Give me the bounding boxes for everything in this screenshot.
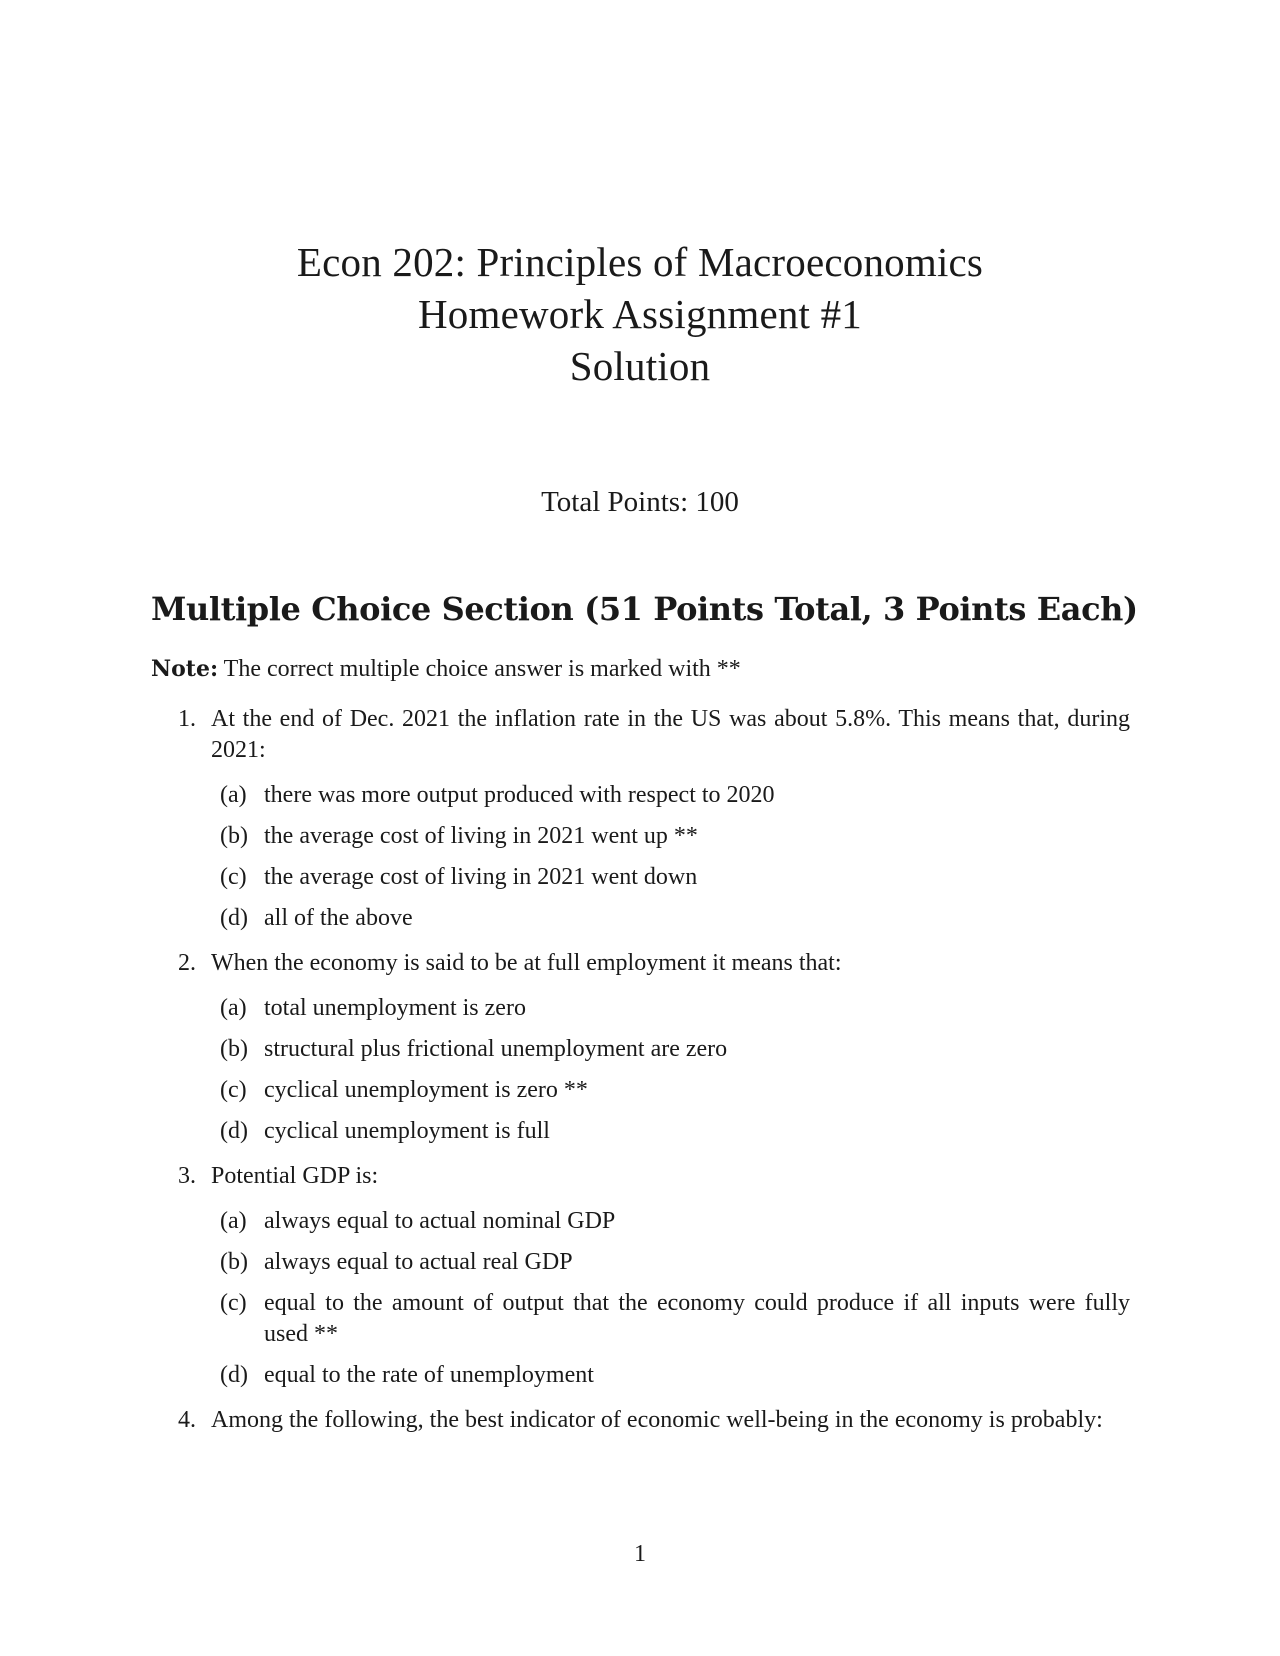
option-label: (d): [220, 1362, 248, 1388]
option: [220, 1116, 1130, 1147]
option-text: total unemployment is zero: [264, 995, 526, 1021]
option-text: structural plus frictional unemployment are zero: [264, 1036, 728, 1062]
option-text: there was more output produced with respect to 2020: [264, 782, 775, 808]
option-list: [220, 780, 1130, 934]
question: [178, 948, 1130, 1147]
question: [178, 704, 1130, 934]
option-label: (d): [220, 1118, 248, 1144]
question-number: 2.: [178, 950, 196, 976]
question-text: Among the following, the best indicator of economic well-being in the economy is probably:: [211, 1407, 1103, 1433]
option-label: (c): [220, 1290, 247, 1316]
note-label: Note:: [151, 656, 219, 682]
title-line-solution: Solution: [569, 343, 711, 389]
option: [220, 1075, 1130, 1106]
title-line-course: Econ 202: Principles of Macroeconomics: [296, 239, 984, 285]
option-list: [220, 993, 1130, 1147]
option-label: (c): [220, 1077, 247, 1103]
option-text: always equal to actual real GDP: [264, 1249, 573, 1275]
question: [178, 1405, 1130, 1436]
option-text: always equal to actual nominal GDP: [264, 1208, 616, 1234]
section-heading: Multiple Choice Section (51 Points Total, 3 Points Each): [151, 590, 1138, 628]
option: [220, 862, 1130, 893]
option: [220, 1247, 1130, 1278]
option: [220, 903, 1130, 934]
option: [220, 1360, 1130, 1391]
title-line-assignment: Homework Assignment #1: [418, 291, 862, 337]
option-text: the average cost of living in 2021 went up **: [264, 823, 698, 849]
question-number: 1.: [178, 706, 196, 732]
option-list: [220, 1206, 1130, 1391]
option-label: (a): [220, 1208, 247, 1234]
question-text: At the end of Dec. 2021 the inflation rate in the US was about 5.8%. This means that, during 2021:: [211, 706, 1130, 763]
note-text: The correct multiple choice answer is marked with **: [223, 656, 741, 682]
option-text: equal to the amount of output that the economy could produce if all inputs were fully used **: [264, 1290, 1130, 1347]
option-text: cyclical unemployment is zero **: [264, 1077, 588, 1103]
page-number: 1: [634, 1541, 646, 1567]
document-title: [0, 236, 1280, 392]
option: [220, 1288, 1130, 1350]
question-text: Potential GDP is:: [211, 1163, 379, 1189]
option-text: cyclical unemployment is full: [264, 1118, 550, 1144]
option: [220, 1034, 1130, 1065]
option: [220, 780, 1130, 811]
option-label: (b): [220, 1036, 248, 1062]
option: [220, 821, 1130, 852]
option-label: (b): [220, 823, 248, 849]
question-text: When the economy is said to be at full employment it means that:: [211, 950, 842, 976]
question-number: 3.: [178, 1163, 196, 1189]
option-label: (d): [220, 905, 248, 931]
option-label: (b): [220, 1249, 248, 1275]
total-points: Total Points: 100: [541, 486, 739, 518]
option-label: (c): [220, 864, 247, 890]
option-label: (a): [220, 782, 247, 808]
question: [178, 1161, 1130, 1391]
option-label: (a): [220, 995, 247, 1021]
question-list: [178, 704, 1130, 1450]
option-text: equal to the rate of unemployment: [264, 1362, 594, 1388]
option: [220, 993, 1130, 1024]
option-text: the average cost of living in 2021 went down: [264, 864, 698, 890]
option: [220, 1206, 1130, 1237]
option-text: all of the above: [264, 905, 413, 931]
question-number: 4.: [178, 1407, 196, 1433]
note: [151, 656, 741, 683]
